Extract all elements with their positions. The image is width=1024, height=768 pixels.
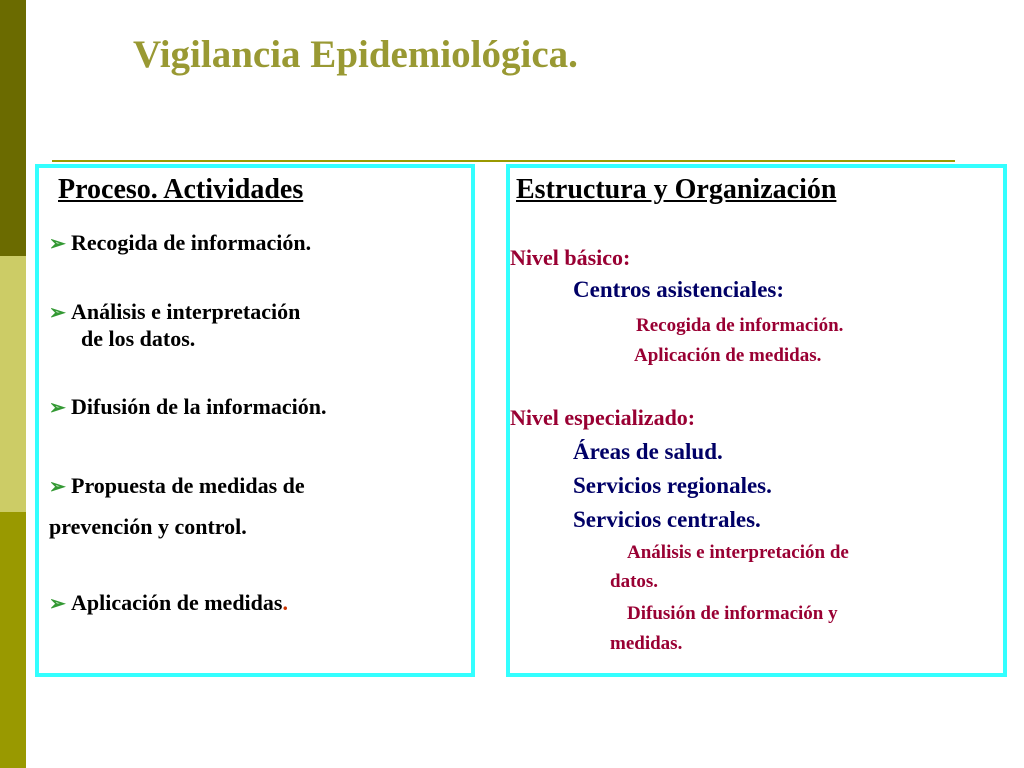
arrow-bullet-icon: ➢ [49,233,66,255]
activity-item [49,230,311,257]
basic-level-activity: Recogida de información. [636,315,844,336]
arrow-bullet-icon: ➢ [49,593,66,615]
activity-item [49,299,300,352]
activity-text: Aplicación de medidas [71,590,283,615]
specialized-level-center: Áreas de salud. [573,439,723,464]
process-activities-panel [35,164,475,677]
process-heading: Proceso. Actividades [58,174,304,205]
activity-text-end: . [282,590,288,615]
activity-item [49,473,305,500]
specialized-level-center: Servicios regionales. [573,473,772,498]
activity-text: Análisis e interpretación [71,299,301,324]
specialized-level-center: Servicios centrales. [573,507,761,532]
arrow-bullet-icon: ➢ [49,476,66,498]
activity-text: Difusión de la información. [71,394,327,419]
slide-title: Vigilancia Epidemiológica. [133,33,578,76]
specialized-level-activity: Análisis e interpretación de [627,542,849,563]
specialized-level-activity: Difusión de información y [627,603,838,624]
activity-text: Recogida de información. [71,230,312,255]
arrow-bullet-icon: ➢ [49,397,66,419]
arrow-bullet-icon: ➢ [49,302,66,324]
title-divider [52,160,955,162]
activity-item [49,394,326,421]
basic-level-center: Centros asistenciales: [573,277,785,302]
activity-item [49,590,288,617]
specialized-level-label: Nivel especializado: [510,405,696,430]
activity-text: Propuesta de medidas de [71,473,305,498]
structure-organization-panel [506,164,1007,677]
decor-stripe-bottom [0,512,26,768]
decor-stripe-top [0,0,26,256]
specialized-level-activity-continued: medidas. [610,633,683,654]
specialized-level-activity-continued: datos. [610,571,659,592]
basic-level-label: Nivel básico: [510,245,631,270]
activity-text-continued: prevención y control. [49,514,247,539]
decor-stripe-middle [0,256,26,512]
structure-heading: Estructura y Organización [516,174,837,205]
basic-level-activity: Aplicación de medidas. [634,345,822,366]
activity-text-continued: de los datos. [81,326,196,351]
